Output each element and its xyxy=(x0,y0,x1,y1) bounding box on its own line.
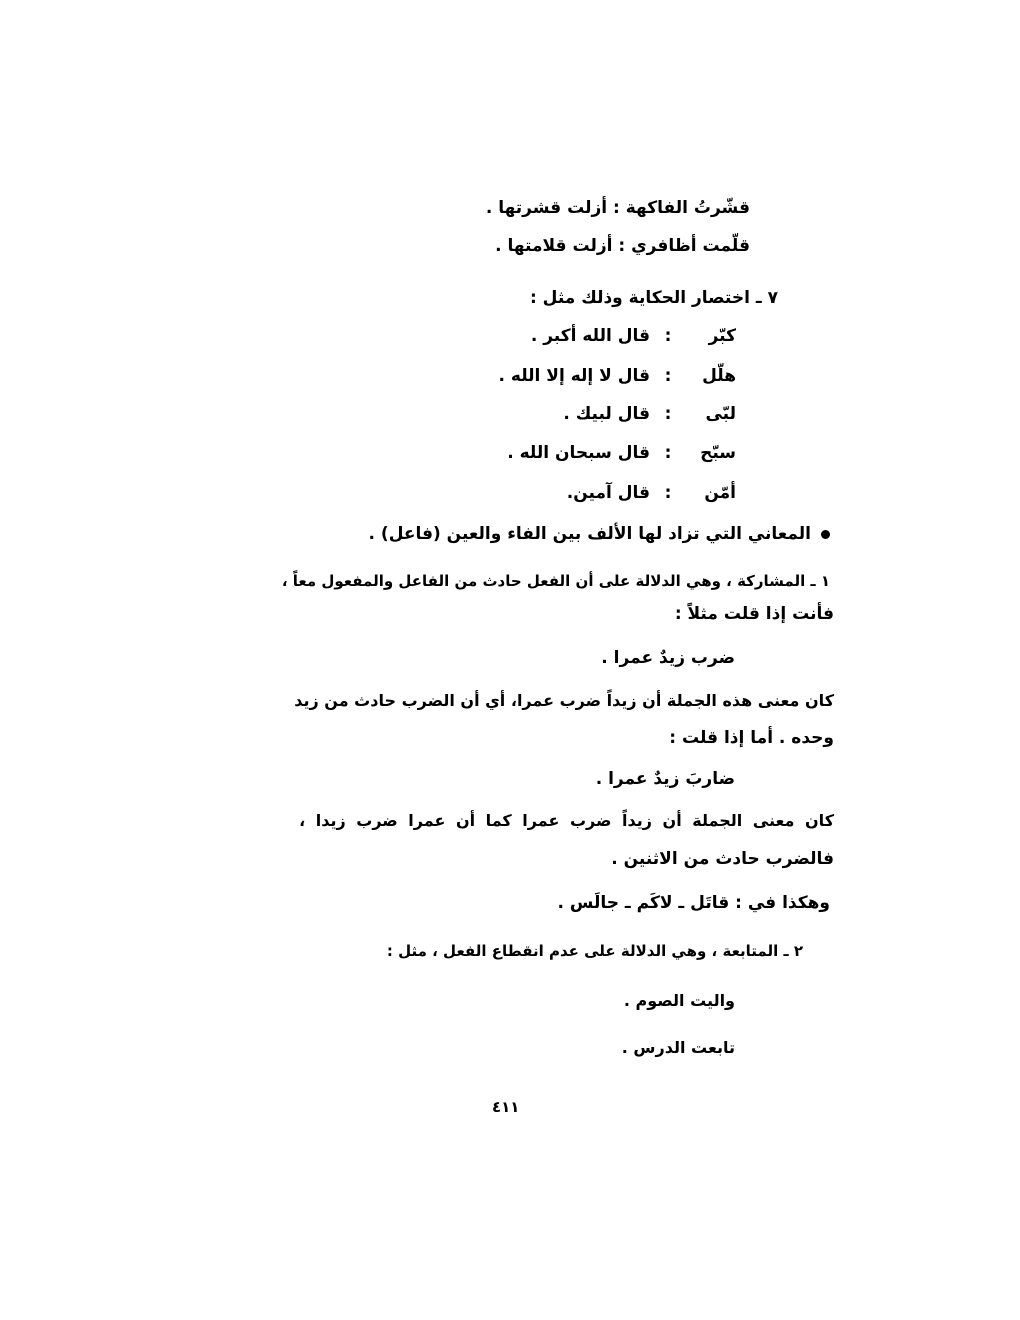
example-term: هلّل xyxy=(702,366,736,386)
example-sentence: ضرب زيدٌ عمرا . xyxy=(601,648,735,668)
example-row xyxy=(507,441,736,465)
example-term: أمّن xyxy=(704,483,736,503)
example-row xyxy=(567,481,736,505)
bullet-icon xyxy=(821,530,830,539)
example-colon: : xyxy=(664,404,672,424)
example-term: كبّر xyxy=(708,326,736,346)
paragraph-line: وحده . أما إذا قلت : xyxy=(669,728,834,748)
example-meaning: قال لا إله إلا الله . xyxy=(498,366,650,386)
paragraph-line: كان معنى الجملة أن زيداً ضرب عمرا كما أن عمرا ضرب زيدا ، xyxy=(299,811,834,830)
example-line: قلّمت أظافري : أزلت قلامتها . xyxy=(495,236,750,256)
example-meaning: قال آمين. xyxy=(566,483,650,503)
numbered-heading: ٢ ـ المتابعة ، وهي الدلالة على عدم انقطاع الفعل ، مثل : xyxy=(386,942,803,960)
example-sentence: تابعت الدرس . xyxy=(621,1038,735,1057)
example-colon: : xyxy=(664,326,672,346)
example-sentence: واليت الصوم . xyxy=(623,991,735,1010)
numbered-heading: ٧ ـ اختصار الحكاية وذلك مثل : xyxy=(529,288,778,308)
page-number: ٤١١ xyxy=(492,1098,520,1116)
example-meaning: قال سبحان الله . xyxy=(507,443,650,463)
section-heading xyxy=(369,522,830,546)
example-colon: : xyxy=(664,366,672,386)
example-term: سبّح xyxy=(700,443,736,463)
paragraph-line: فالضرب حادث من الاثنين . xyxy=(611,849,834,869)
section-heading-text: المعاني التي تزاد لها الألف بين الفاء والعين (فاعل) . xyxy=(368,524,811,544)
example-row xyxy=(563,402,736,426)
paragraph-line: وهكذا في : قاتَل ـ لاكَم ـ جالَس . xyxy=(557,893,830,913)
example-term: لبّى xyxy=(705,404,736,424)
example-line: قشّرتُ الفاكهة : أزلت قشرتها . xyxy=(485,198,750,218)
example-colon: : xyxy=(664,483,672,503)
example-row xyxy=(499,364,736,388)
paragraph-line: كان معنى هذه الجملة أن زيداً ضرب عمرا، أي أن الضرب حادث من زيد xyxy=(294,691,834,710)
paragraph-line: ١ ـ المشاركة ، وهي الدلالة على أن الفعل حادث من الفاعل والمفعول معاً ، xyxy=(281,572,830,590)
example-row xyxy=(531,324,736,348)
example-colon: : xyxy=(664,443,672,463)
example-sentence: ضاربَ زيدٌ عمرا . xyxy=(595,769,735,789)
paragraph-line: فأنت إذا قلت مثلاً : xyxy=(674,604,834,624)
example-meaning: قال الله أكبر . xyxy=(530,326,650,346)
example-meaning: قال لبيك . xyxy=(563,404,650,424)
